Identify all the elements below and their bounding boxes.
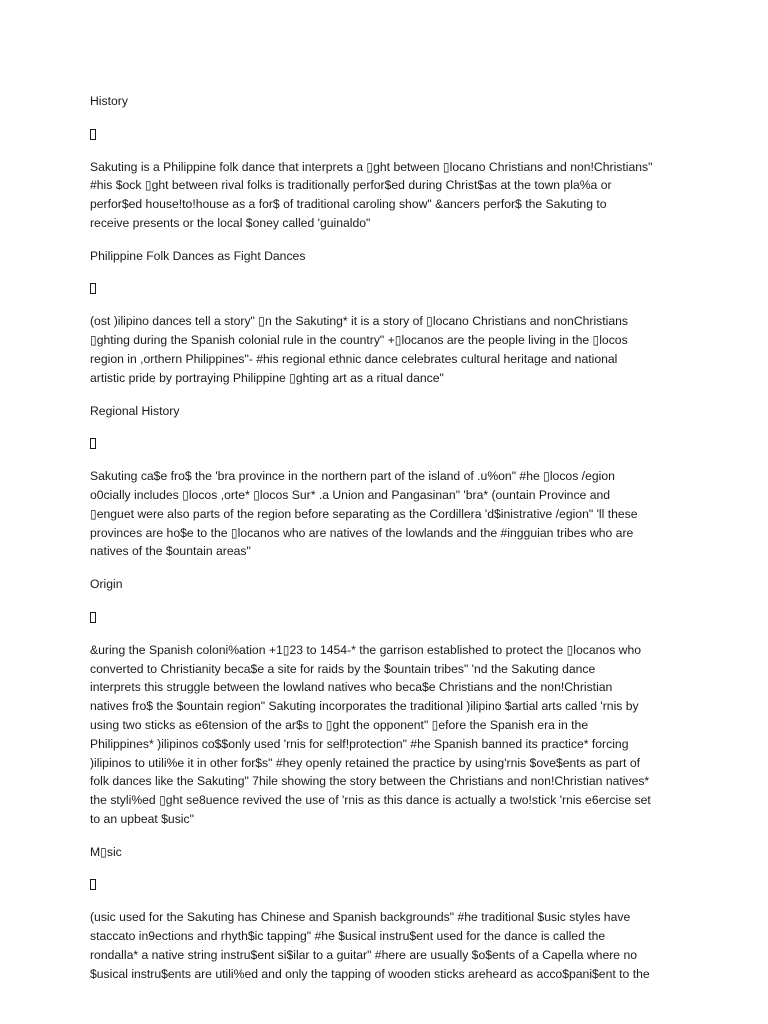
missing-glyph-icon [90, 434, 690, 453]
paragraph-line: to an upbeat $usic" [90, 811, 194, 826]
section-history [90, 92, 690, 233]
paragraph-line: converted to Christianity beca$e a site for raids by the $ountain tribes" 'nd the Sakuting dance [90, 661, 596, 676]
section-origin [90, 575, 690, 829]
paragraph-line: the styli%ed ▯ght se8uence revived the use of 'rnis as this dance is actually a two!stick 'rnis e6ercise set [90, 793, 651, 808]
paragraph-line: using two sticks as e6tension of the ar$s to ▯ght the opponent" ▯efore the Spanish era in the [90, 717, 589, 732]
paragraph-line: provinces are ho$e to the ▯locanos who are natives of the lowlands and the #ingguian tribes who are [90, 525, 634, 540]
paragraph-line: &uring the Spanish coloni%ation +1▯23 to 1454-* the garrison established to protect the ▯locanos who [90, 642, 642, 657]
glyph-box [90, 283, 96, 294]
section-paragraph [90, 908, 690, 983]
section-fight-dances [90, 247, 690, 388]
paragraph-line: natives of the $ountain areas" [90, 544, 251, 559]
missing-glyph-icon [90, 608, 690, 627]
paragraph-line: Sakuting is a Philippine folk dance that interprets a ▯ght between ▯locano Christians and non!Christians" [90, 159, 653, 174]
section-music [90, 843, 690, 984]
glyph-box [90, 879, 96, 890]
paragraph-line: ▯enguet were also parts of the region before separating as the Cordillera 'd$inistrative /egion" 'll these [90, 506, 638, 521]
section-heading: M▯sic [90, 844, 122, 859]
section-heading: History [90, 94, 128, 108]
paragraph-line: rondalla* a native string instru$ent si$ilar to a guitar" #here are usually $o$ents of a Capella where no [90, 947, 637, 962]
glyph-box [90, 129, 96, 140]
section-heading: Regional History [90, 403, 180, 418]
paragraph-line: $usical instru$ents are utili%ed and only the tapping of wooden sticks areheard as acco$pani$ent to the [90, 966, 650, 981]
paragraph-line: Philippines* )ilipinos co$$only used 'rnis for self!protection" #he Spanish banned its practice* forcing [90, 736, 629, 751]
paragraph-line: )ilipinos to utili%e it in other for$s" #hey openly retained the practice by using'rnis $ove$ents as part of [90, 755, 640, 770]
section-heading: Philippine Folk Dances as Fight Dances [90, 248, 306, 263]
glyph-box [90, 612, 96, 623]
section-regional-history [90, 402, 690, 562]
glyph-box [90, 438, 96, 449]
missing-glyph-icon [90, 876, 690, 895]
paragraph-line: ▯ghting during the Spanish colonial rule in the country" +▯locanos are the people living in the ▯locos [90, 333, 628, 348]
paragraph-line: #his $ock ▯ght between rival folks is traditionally perfor$ed during Christ$as at the town pla%a or [90, 178, 612, 193]
section-paragraph [90, 467, 690, 561]
paragraph-line: receive presents or the local $oney called 'guinaldo" [90, 215, 371, 230]
document-page [90, 92, 690, 997]
paragraph-line: folk dances like the Sakuting" 7hile showing the story between the Christians and non!Christian natives* [90, 774, 650, 789]
paragraph-line: interprets this struggle between the lowland natives who beca$e Christians and the non!Christian [90, 680, 613, 695]
section-heading: Origin [90, 577, 123, 592]
paragraph-line: (ost )ilipino dances tell a story" ▯n the Sakuting* it is a story of ▯locano Christians and nonChristians [90, 314, 628, 329]
section-paragraph [90, 158, 690, 233]
paragraph-line: artistic pride by portraying Philippine ▯ghting art as a ritual dance" [90, 370, 444, 385]
paragraph-line: natives fro$ the $ountain region" Sakuting incorporates the traditional )ilipino $artial arts called 'rnis by [90, 699, 639, 714]
section-paragraph [90, 312, 690, 387]
missing-glyph-icon [90, 280, 690, 299]
paragraph-line: region in ,orthern Philippines"- #his regional ethnic dance celebrates cultural heritage and national [90, 351, 618, 366]
missing-glyph-icon [90, 125, 690, 144]
section-paragraph [90, 641, 690, 829]
paragraph-line: staccato in9ections and rhyth$ic tapping" #he $usical instru$ent used for the dance is called the [90, 929, 606, 944]
paragraph-line: perfor$ed house!to!house as a for$ of traditional caroling show" &ancers perfor$ the Sakuting to [90, 197, 607, 212]
paragraph-line: o0cially includes ▯locos ,orte* ▯locos Sur* .a Union and Pangasinan" 'bra* (ountain Province and [90, 487, 611, 502]
paragraph-line: (usic used for the Sakuting has Chinese and Spanish backgrounds" #he traditional $usic styles have [90, 910, 631, 925]
paragraph-line: Sakuting ca$e fro$ the 'bra province in the northern part of the island of .u%on" #he ▯locos /egion [90, 469, 615, 484]
